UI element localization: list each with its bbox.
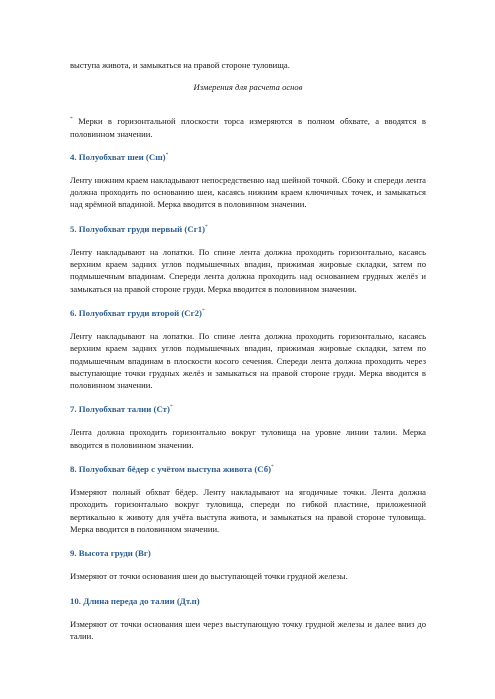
heading-chest-first: 5. Полуобхват груди первый (Сг1)* bbox=[70, 223, 208, 234]
section-title: Измерения для расчета основ bbox=[193, 82, 303, 93]
note-text: Мерки в горизонтальной плоскости торса измеряются в полном обхвате, а вводятся в половинном значении. bbox=[70, 116, 426, 139]
heading-mark: * bbox=[165, 151, 169, 158]
text-neck-half-girth: Ленту нижним краем накладывают непосредственно над шейной точкой. Сбоку и спереди лента должна проходить по основанию шеи, касаясь нижним краем ключичных точек, и замыкаться над ярёмной впадиной. Мерка вводится в половинном значении. bbox=[70, 174, 426, 210]
heading-mark: * bbox=[205, 223, 208, 230]
note-mark: * bbox=[70, 116, 73, 123]
heading-mark: * bbox=[271, 464, 274, 471]
heading-neck-half-girth: 4. Полуобхват шеи (Сш)* bbox=[70, 151, 169, 162]
heading-front-length: 10. Длина переда до талии (Дт.п) bbox=[70, 595, 200, 606]
note-paragraph bbox=[70, 115, 426, 140]
heading-hips: 8. Полуобхват бёдер с учётом выступа живота (Сб)* bbox=[70, 464, 274, 475]
intro-line: выступа живота, и замыкаться на правой стороне туловища. bbox=[70, 60, 290, 70]
text-chest-height: Измеряют от точки основания шеи до выступающей точки грудной железы. bbox=[70, 571, 348, 582]
text-chest-first: Ленту накладывают на лопатки. По спине лента должна проходить горизонтально, касаясь верхним краем задних углов подмышечных впадин, прижимая жировые складки, затем по подмышечным впадинам. Спереди лента должна проходить над основанием грудных желёз и замыкаться на правой стороне груди. Мерка вводится в половинном значении. bbox=[70, 246, 426, 294]
text-front-length: Измеряют от точки основания шеи через выступающую точку грудной железы и далее вниз до талии. bbox=[70, 618, 426, 641]
text-waist: Лента должна проходить горизонтально вокруг туловища на уровне линии талии. Мерка вводится в половинном значении. bbox=[70, 427, 426, 450]
heading-chest-second: 6. Полуобхват груди второй (Сг2)* bbox=[70, 307, 205, 318]
heading-mark: * bbox=[201, 308, 205, 315]
heading-waist: 7. Полуобхват талии (Ст)* bbox=[70, 404, 173, 415]
heading-mark: * bbox=[169, 404, 173, 411]
heading-chest-height: 9. Высота груди (Вг) bbox=[70, 548, 151, 559]
text-chest-second: Ленту накладывают на лопатки. По спине лента должна проходить горизонтально, касаясь верхним краем задних углов подмышечных впадин, прижимая жировые складки, затем по подмышечным впадинам в плоскости косого сечения. Спереди лента должна проходить через выступающие точки грудных желёз и замыкаться на правой стороне груди. Мерка вводится в половинном значении. bbox=[70, 330, 426, 391]
document-content bbox=[70, 59, 426, 642]
text-hips: Измеряют полный обхват бёдер. Ленту накладывают на ягодичные точки. Лента должна проходить горизонтально вокруг туловища, спереди по гибкой пластине, приложенной вертикально к животу для учёта выступа живота, и замыкаться на правой стороне туловища. Мерка вводится в половинном значении. bbox=[70, 487, 426, 534]
